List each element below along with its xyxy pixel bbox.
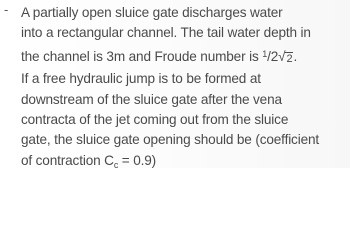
bullet-marker: - (4, 2, 9, 17)
contraction-subscript: c (113, 159, 119, 170)
froude-number-value (262, 44, 293, 69)
question-line-1-text: A partially open sluice gate discharges water (21, 5, 283, 20)
froude-radicand: 2 (286, 52, 293, 65)
question-line-2: into a rectangular channel. The tail water depth in (21, 25, 311, 41)
question-line-5: downstream of the sluice gate after the vena (21, 91, 282, 107)
question-line-6: contracta of the jet coming out from the sluice (21, 112, 289, 128)
question-text (21, 3, 343, 175)
froude-slash: / (267, 48, 271, 64)
question-line-3 (21, 44, 343, 69)
froude-denominator-coefficient: 2 (270, 48, 279, 64)
sqrt-symbol: √ (278, 48, 286, 64)
question-line-8-prefix: of contraction C (21, 152, 114, 168)
question-line-3-prefix: the channel is 3m and Froude number is (21, 48, 263, 64)
froude-numerator: 1 (262, 48, 268, 59)
question-line-8-suffix: = 0.9) (118, 152, 157, 168)
question-line-4: If a free hydraulic jump is to be formed at (21, 71, 261, 87)
question-line-3-suffix: . (293, 48, 298, 64)
question-line-8 (21, 151, 343, 175)
question-line-7: gate, the sluice gate opening should be (coefficient (21, 132, 320, 148)
question-line-1 (21, 3, 343, 23)
